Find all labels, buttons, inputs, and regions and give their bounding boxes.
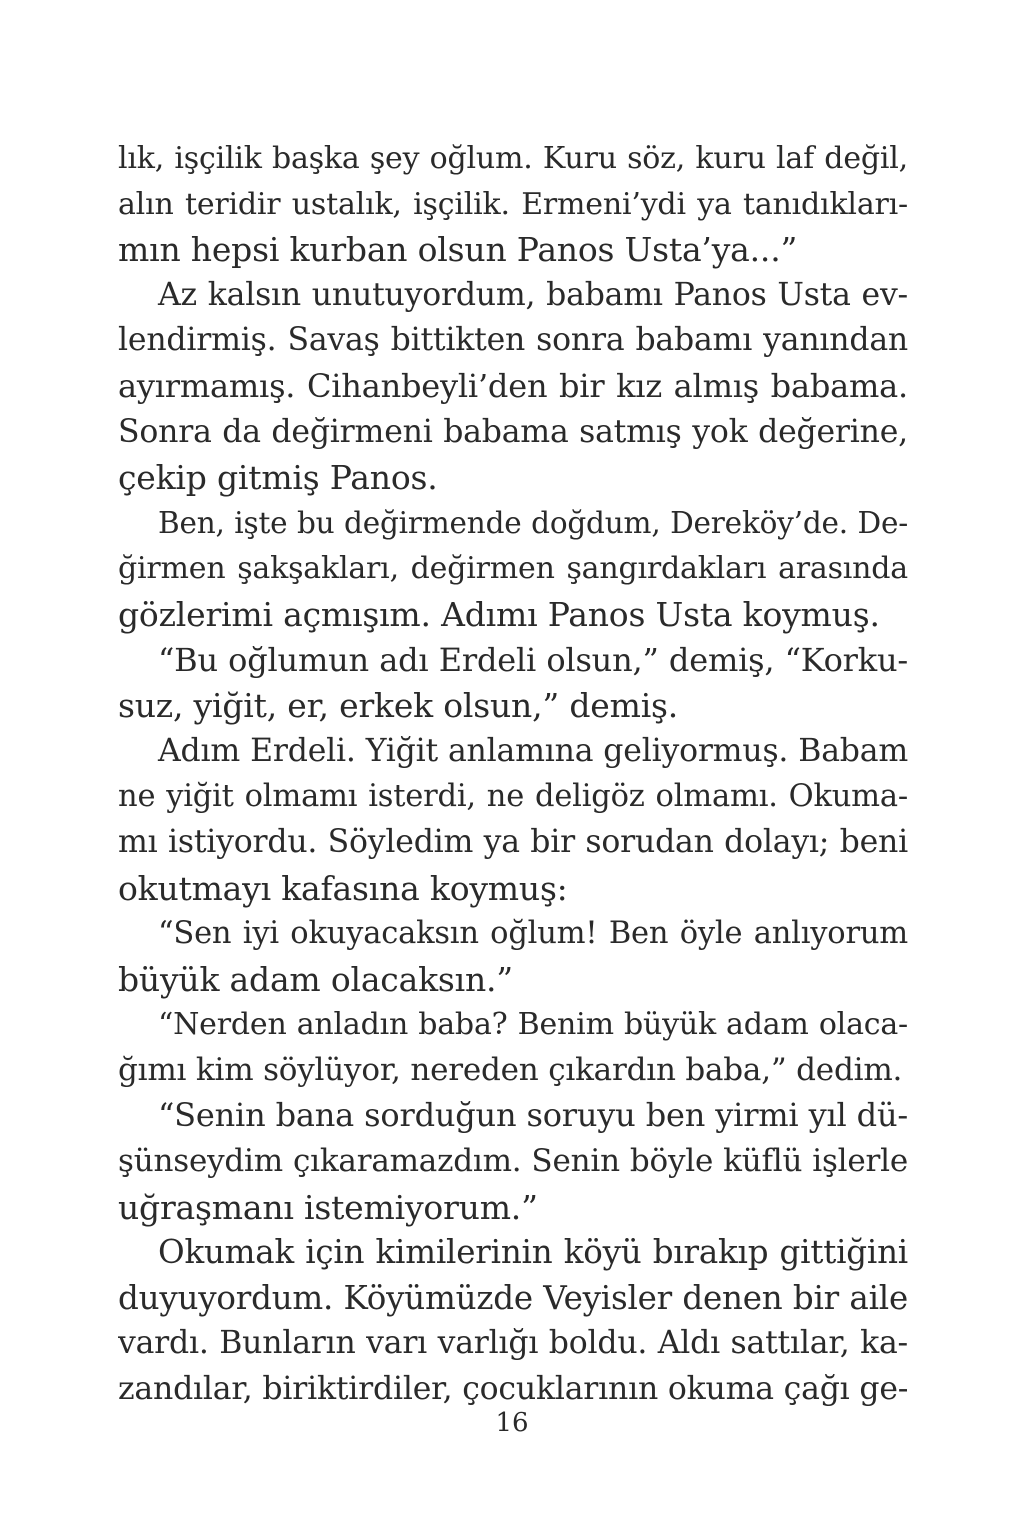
body-text [118,136,908,1413]
text-line: Ben, işte bu değirmende doğdum, Dereköy’de. De- [158,505,908,540]
text-line: ğımı kim söylüyor, nereden çıkardın baba,” dedim. [118,1051,903,1088]
text-line: şünseydim çıkaramazdım. Senin böyle küflü işlerle [118,1143,908,1180]
text-line: ayırmamış. Cihanbeyli’den bir kız almış babama. [118,366,908,405]
text-line: Az kalsın unutuyordum, babamı Panos Usta ev- [158,276,908,313]
text-line: ne yiğit olmamı isterdi, ne deligöz olmamı. Okuma- [118,779,908,815]
text-line: Sonra da değirmeni babama satmış yok değerine, [118,413,908,450]
text-line: mı istiyordu. Söyledim ya bir sorudan dolayı; beni [118,823,908,860]
text-line: “Nerden anladın baba? Benim büyük adam olaca- [158,1007,908,1043]
text-line: okutmayı kafasına koymuş: [118,868,568,908]
text-line: uğraşmanı istemiyorum.” [118,1187,538,1227]
text-line: gözlerimi açmışım. Adımı Panos Usta koymuş. [118,594,880,634]
text-line: ğirmen şakşakları, değirmen şangırdakları arasında [118,551,908,587]
text-line: “Senin bana sorduğun soruyu ben yirmi yıl dü- [158,1096,908,1135]
text-line: “Bu oğlumun adı Erdeli olsun,” demiş, “Korku- [158,640,908,679]
text-line: lendirmiş. Savaş bittikten sonra babamı yanından [118,322,908,359]
text-line: büyük adam olacaksın.” [118,959,513,999]
text-line: suz, yiğit, er, erkek olsun,” demiş. [118,686,679,726]
text-line: lık, işçilik başka şey oğlum. Kuru söz, kuru laf değil, [118,141,908,176]
text-line: mın hepsi kurban olsun Panos Usta’ya...” [118,230,798,270]
page-number: 16 [495,1408,529,1438]
text-line: zandılar, biriktirdiler, çocuklarının okuma çağı ge- [118,1371,908,1408]
text-line: “Sen iyi okuyacaksın oğlum! Ben öyle anlıyorum [158,916,908,952]
text-line: duyuyordum. Köyümüzde Veyisler denen bir aile [118,1278,908,1317]
text-line: vardı. Bunların varı varlığı boldu. Aldı sattılar, ka- [118,1325,908,1362]
text-line: Okumak için kimilerinin köyü bırakıp gittiğini [158,1233,908,1272]
text-line: çekip gitmiş Panos. [118,458,438,498]
text-line: Adım Erdeli. Yiğit anlamına geliyormuş. Babam [158,732,908,769]
text-line: alın teridir ustalık, işçilik. Ermeni’ydi ya tanıdıkları- [118,186,908,222]
